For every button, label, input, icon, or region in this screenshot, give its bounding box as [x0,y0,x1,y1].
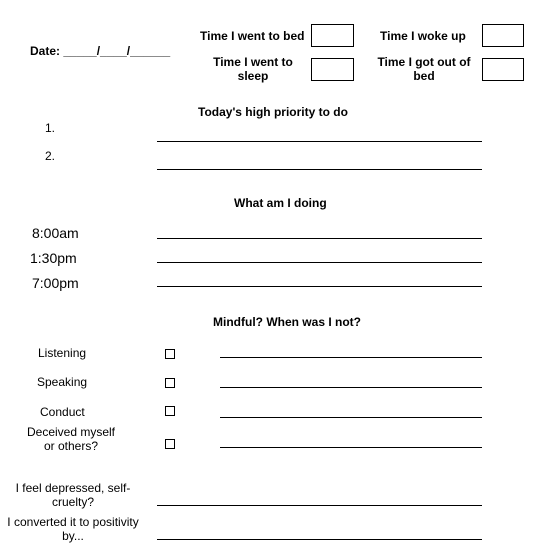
gotout-time-label [372,55,476,83]
priority-title: Today's high priority to do [198,105,348,119]
mindful-label-deceived [16,425,126,453]
gotout-time-box[interactable] [482,58,524,81]
priority-item-2-number: 2. [45,149,56,163]
depressed-label [8,481,138,509]
sleep-time-label [206,55,300,83]
conduct-checkbox[interactable] [165,406,175,416]
bed-time-label: Time I went to bed [200,29,305,43]
doing-line-3[interactable] [157,286,482,287]
priority-item-1-line[interactable] [157,141,482,142]
doing-line-2[interactable] [157,262,482,263]
converted-label-line2: by... [62,529,84,543]
deceived-label-line1: Deceived myself [26,425,116,439]
date-label: Date: _____/____/______ [30,44,171,58]
listening-checkbox[interactable] [165,349,175,359]
sleep-time-box[interactable] [311,58,354,81]
conduct-line[interactable] [220,417,482,418]
depressed-label-line2: cruelty? [51,495,95,509]
gotout-time-label-line2: bed [413,69,435,83]
mindful-title: Mindful? When was I not? [213,315,361,329]
deceived-line[interactable] [220,447,482,448]
doing-time-2: 1:30pm [30,250,77,266]
woke-time-label: Time I woke up [380,29,466,43]
converted-line[interactable] [157,539,482,540]
depressed-line[interactable] [157,505,482,506]
deceived-checkbox[interactable] [165,439,175,449]
listening-line[interactable] [220,357,482,358]
bed-time-box[interactable] [311,24,354,47]
mindful-label-listening: Listening [38,346,87,360]
converted-label-line1: I converted it to positivity [7,515,139,529]
speaking-checkbox[interactable] [165,378,175,388]
speaking-line[interactable] [220,387,482,388]
gotout-time-label-line1: Time I got out of [377,55,471,69]
woke-time-box[interactable] [482,24,524,47]
doing-time-1: 8:00am [32,225,79,241]
doing-line-1[interactable] [157,238,482,239]
mindful-label-speaking: Speaking [37,375,88,389]
sleep-time-label-line1: Time I went to [213,55,293,69]
mindful-label-conduct: Conduct [40,405,85,419]
depressed-label-line1: I feel depressed, self- [15,481,131,495]
converted-label [2,515,144,543]
priority-item-2-line[interactable] [157,169,482,170]
priority-item-1-number: 1. [45,121,56,135]
deceived-label-line2: or others? [43,439,99,453]
doing-time-3: 7:00pm [32,275,79,291]
sleep-time-label-line2: sleep [237,69,269,83]
doing-title: What am I doing [234,196,327,210]
